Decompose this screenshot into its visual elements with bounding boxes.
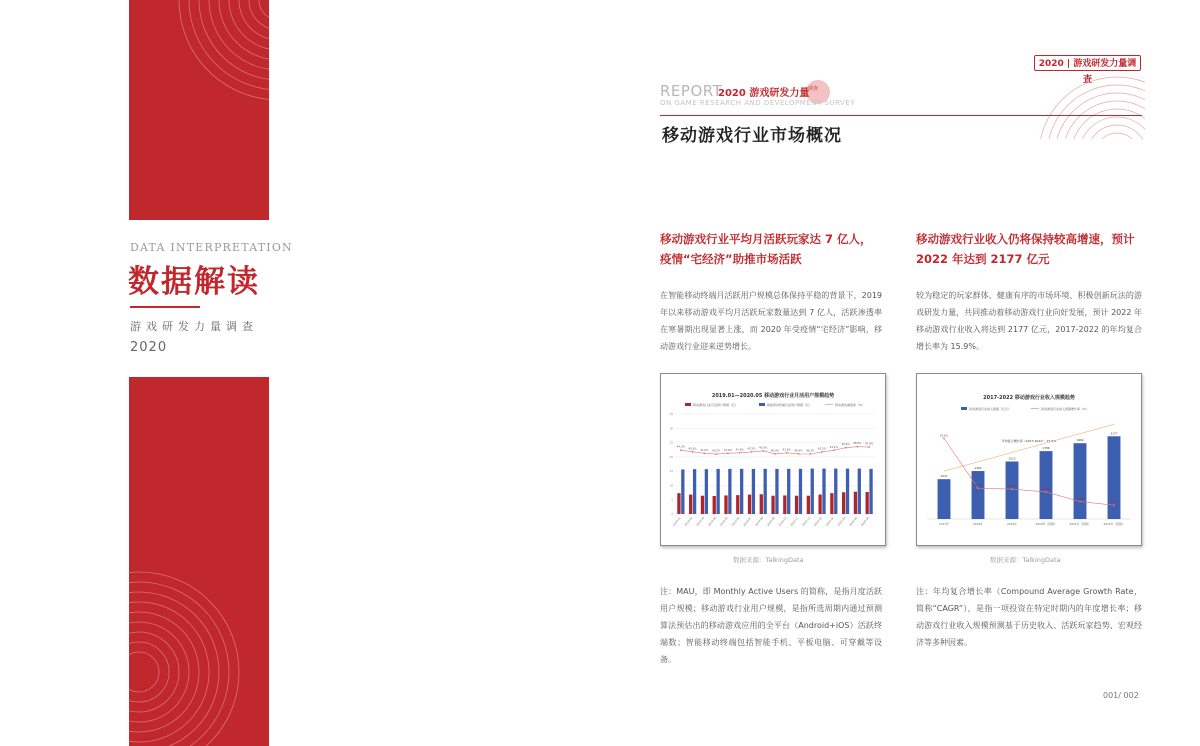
cagr-trend-line xyxy=(944,424,1114,471)
x-tick-label: 2022年（预测） xyxy=(1103,522,1125,526)
report-title: 2020 游戏研发力量 xyxy=(718,88,810,99)
data-label: 41.0% xyxy=(723,448,733,452)
y-tick-label: 30 xyxy=(669,427,673,431)
bar-smart-device-mau xyxy=(846,469,849,514)
bar-mobile-game-mau xyxy=(771,496,774,514)
bar-mobile-game-mau xyxy=(713,496,716,514)
x-tick-label: 2019.02 xyxy=(684,516,694,527)
bar-revenue xyxy=(972,471,985,519)
data-label: 40.2% xyxy=(712,449,721,453)
data-label: 1994 xyxy=(1076,438,1084,443)
data-label: 46.9% xyxy=(841,443,850,447)
bar-smart-device-mau xyxy=(752,469,755,514)
col2-paragraph: 较为稳定的玩家群体、健康有序的市场环境、积极创新玩法的游戏研发力量，共同推动着移动游戏行业向好发展，预计 2022 年移动游戏行业收入将达到 2177 亿元，2017-2022 的年均复合增长率为 15.9%。 xyxy=(916,291,1142,351)
bar-smart-device-mau xyxy=(728,469,731,514)
x-tick-label: 2021年（预测） xyxy=(1069,522,1091,526)
report-badge: 调查 xyxy=(808,86,819,92)
data-label: 48.0% xyxy=(853,442,862,446)
data-label: 40.4% xyxy=(770,449,780,453)
y-tick-label: 25 xyxy=(669,441,673,445)
x-tick-label: 2019年 xyxy=(1007,522,1017,526)
bar-mobile-game-mau xyxy=(748,495,751,514)
line-point xyxy=(762,450,764,452)
x-tick-label: 2019.09 xyxy=(766,516,776,527)
concentric-circles-decoration xyxy=(129,562,249,746)
x-tick-label: 2018年 xyxy=(973,522,983,526)
data-label: 2177 xyxy=(1110,431,1118,436)
report-word: REPORT xyxy=(660,82,723,100)
col2-note: 注：年均复合增长率（Compound Average Growth Rate，简称“CAGR”），是指一项投资在特定时期内的年度增长率；移动游戏行业收入规模预测基于历史收入、活跃玩家趋势、宏观经济等多种因素。 xyxy=(916,587,1142,647)
x-tick-label: 2020.01 xyxy=(813,516,823,527)
bar-mobile-game-mau xyxy=(866,492,869,514)
survey-subtitle: 游戏研发力量调查 xyxy=(130,320,258,333)
report-subtitle: ON GAME RESEARCH AND DEVELOPMENT SURVEY xyxy=(660,99,855,107)
x-tick-label: 2020年（预测） xyxy=(1035,522,1057,526)
series-line-growth xyxy=(944,438,1114,505)
line-point xyxy=(727,452,729,454)
y-tick-label: 35 xyxy=(669,413,673,416)
line-point xyxy=(751,451,753,453)
line-point xyxy=(798,453,800,455)
bar-revenue xyxy=(938,479,951,519)
line-point xyxy=(833,449,835,451)
x-tick-label: 2019.03 xyxy=(695,516,706,527)
bar-mobile-game-mau xyxy=(724,495,727,514)
title-underline xyxy=(130,306,200,308)
report-tag: 2020 | 游戏研发力量调查 xyxy=(1034,55,1141,71)
line-point xyxy=(845,447,847,449)
chart-title: 2019.01—2020.05 移动游戏行业月活用户规模趋势 xyxy=(711,393,835,399)
col1-paragraph: 在智能移动终端月活跃用户规模总体保持平稳的背景下，2019 年以来移动游戏平均月活跃玩家数量达到 7 亿人，活跃渗透率在寒暑期出现显著上涨，而 2020 年受疫情“宅经济”影响，移动游戏行业迎来逆势增长。 xyxy=(660,291,882,351)
bar-mobile-game-mau xyxy=(854,492,857,514)
col2-heading: 移动游戏行业收入仍将保持较高增速，预计 2022 年达到 2177 亿元 xyxy=(916,232,1135,266)
legend-swatch xyxy=(685,403,691,406)
y-tick-label: 0 xyxy=(671,513,673,516)
bar-mobile-game-mau xyxy=(760,494,763,514)
bar-mobile-game-mau xyxy=(807,496,810,514)
chart-mau xyxy=(660,373,886,546)
bar-smart-device-mau xyxy=(799,469,802,514)
y-tick-label: 15 xyxy=(669,470,673,474)
line-point xyxy=(943,437,945,439)
page-title: 数据解读 xyxy=(128,264,260,300)
bar-revenue xyxy=(1108,436,1121,519)
line-point xyxy=(1113,504,1115,506)
line-point xyxy=(977,487,979,489)
legend-item: 移动游戏渗透率（%） xyxy=(835,403,865,407)
bar-mobile-game-mau xyxy=(783,495,786,514)
line-point xyxy=(856,446,858,448)
line-point xyxy=(1079,501,1081,503)
chart-revenue-svg xyxy=(917,374,1141,545)
legend-item: 智能移动终端月活用户规模（亿） xyxy=(767,403,813,407)
legend-item: 移动游戏行业收入规模（亿元） xyxy=(969,407,1012,411)
line-point xyxy=(786,452,788,454)
x-tick-label: 2019.06 xyxy=(731,516,741,527)
legend-item: 移动游戏行业收入规模增长率（%） xyxy=(1041,407,1089,411)
line-point xyxy=(821,451,823,453)
line-point xyxy=(704,452,706,454)
bar-smart-device-mau xyxy=(787,469,790,514)
bar-mobile-game-mau xyxy=(830,493,833,514)
data-label: 11.6% xyxy=(1075,497,1085,501)
data-label: 41.0% xyxy=(700,448,709,452)
bar-mobile-game-mau xyxy=(795,496,798,514)
concentric-circles-decoration xyxy=(169,0,269,110)
x-tick-label: 2017年 xyxy=(939,522,949,526)
bar-mobile-game-mau xyxy=(677,493,680,514)
bar-revenue xyxy=(1040,451,1053,519)
data-label: 44.3% xyxy=(676,445,686,449)
data-label: 1513 xyxy=(1008,456,1016,461)
bar-mobile-game-mau xyxy=(736,495,739,514)
x-tick-label: 2019.07 xyxy=(743,516,753,527)
bar-smart-device-mau xyxy=(834,469,837,514)
bar-smart-device-mau xyxy=(822,469,825,514)
bottom-red-panel xyxy=(129,377,269,746)
line-point xyxy=(680,449,682,451)
bar-mobile-game-mau xyxy=(701,496,704,514)
data-label: 18.0% xyxy=(1041,487,1051,491)
x-tick-label: 2019.11 xyxy=(790,516,800,527)
line-point xyxy=(1045,491,1047,493)
bar-smart-device-mau xyxy=(740,469,743,514)
data-label: 42.5% xyxy=(817,447,827,451)
data-label: 43.6% xyxy=(759,446,768,450)
bar-smart-device-mau xyxy=(764,469,767,514)
bar-mobile-game-mau xyxy=(818,495,821,514)
y-tick-label: 10 xyxy=(669,484,673,488)
section-title: 移动游戏行业市场概况 xyxy=(662,126,842,146)
data-label: 41.6% xyxy=(735,448,744,452)
data-label: 1262 xyxy=(974,466,982,471)
bar-revenue xyxy=(1006,462,1019,519)
data-label: 40.4% xyxy=(794,449,803,453)
data-label: 41.6% xyxy=(782,448,791,452)
data-label: 47.6% xyxy=(864,442,874,446)
col1-heading: 移动游戏行业平均月活跃玩家达 7 亿人，疫情“宅经济”助推市场活跃 xyxy=(660,232,872,266)
header-circles-decoration xyxy=(1025,75,1145,139)
page-number: 001/ 002 xyxy=(1103,691,1139,700)
data-label: 20.5% xyxy=(973,484,983,488)
x-tick-label: 2020.03 xyxy=(837,516,847,527)
line-point xyxy=(1011,488,1013,490)
data-label: 44.2% xyxy=(829,445,838,449)
bar-smart-device-mau xyxy=(693,469,696,514)
legend-item: 移动游戏行业月活用户规模（亿） xyxy=(693,403,739,407)
x-tick-label: 2019.10 xyxy=(778,516,788,527)
data-label: 19.9% xyxy=(1007,485,1017,489)
data-label: 42.5% xyxy=(747,447,756,451)
chart-mau-svg xyxy=(661,374,885,545)
x-tick-label: 2019.01 xyxy=(672,516,682,527)
x-tick-label: 2019.08 xyxy=(754,516,765,527)
bar-smart-device-mau xyxy=(869,469,872,514)
chart-title: 2017-2022 移动游戏行业收入规模趋势 xyxy=(983,395,1075,401)
data-label: 53.6% xyxy=(939,434,949,438)
line-point xyxy=(692,451,694,453)
line-point xyxy=(868,446,870,448)
bar-smart-device-mau xyxy=(681,469,684,514)
eyebrow-text: DATA INTERPRETATION xyxy=(130,241,293,254)
line-point xyxy=(715,453,717,455)
bar-smart-device-mau xyxy=(858,469,861,514)
bar-mobile-game-mau xyxy=(842,492,845,514)
x-tick-label: 2019.12 xyxy=(801,516,812,527)
bar-smart-device-mau xyxy=(775,469,778,514)
x-tick-label: 2020.02 xyxy=(825,516,835,527)
legend-swatch xyxy=(759,403,765,406)
chart-revenue xyxy=(916,373,1142,546)
bar-smart-device-mau xyxy=(716,469,719,514)
line-point xyxy=(774,453,776,455)
x-tick-label: 2020.05 xyxy=(860,516,870,527)
chart-annotation: 年均复合增长率（2017-2022）：15.9% xyxy=(1001,439,1057,443)
data-label: 42.6% xyxy=(688,447,697,451)
bar-mobile-game-mau xyxy=(689,495,692,514)
x-tick-label: 2019.04 xyxy=(707,516,717,527)
col1-source: 数据来源：TalkingData xyxy=(733,556,804,564)
data-label: 40.3% xyxy=(806,449,815,453)
legend-swatch xyxy=(961,407,967,410)
bar-smart-device-mau xyxy=(705,469,708,514)
bar-smart-device-mau xyxy=(811,469,814,514)
col2-source: 数据来源：TalkingData xyxy=(990,556,1061,564)
header-rule xyxy=(660,115,1142,116)
data-label: 9.2% xyxy=(1110,501,1118,505)
survey-year: 2020 xyxy=(130,340,168,355)
data-label: 1786 xyxy=(1042,446,1050,451)
bar-revenue xyxy=(1074,443,1087,519)
y-tick-label: 20 xyxy=(669,455,673,459)
top-red-panel xyxy=(129,0,269,220)
y-tick-label: 5 xyxy=(671,498,673,502)
data-label: 1047 xyxy=(940,474,948,479)
line-point xyxy=(739,452,741,454)
x-tick-label: 2020.04 xyxy=(848,516,859,527)
x-tick-label: 2019.05 xyxy=(719,516,729,527)
line-point xyxy=(809,453,811,455)
col1-note: 注：MAU，即 Monthly Active Users 的简称，是指月度活跃用户规模；移动游戏行业用户规模，是指所选周期内通过预测算法预估出的移动游戏应用的全平台（Android+iOS）活跃终端数；智能移动终端包括智能手机、平板电脑、可穿戴等设备。 xyxy=(660,587,882,664)
